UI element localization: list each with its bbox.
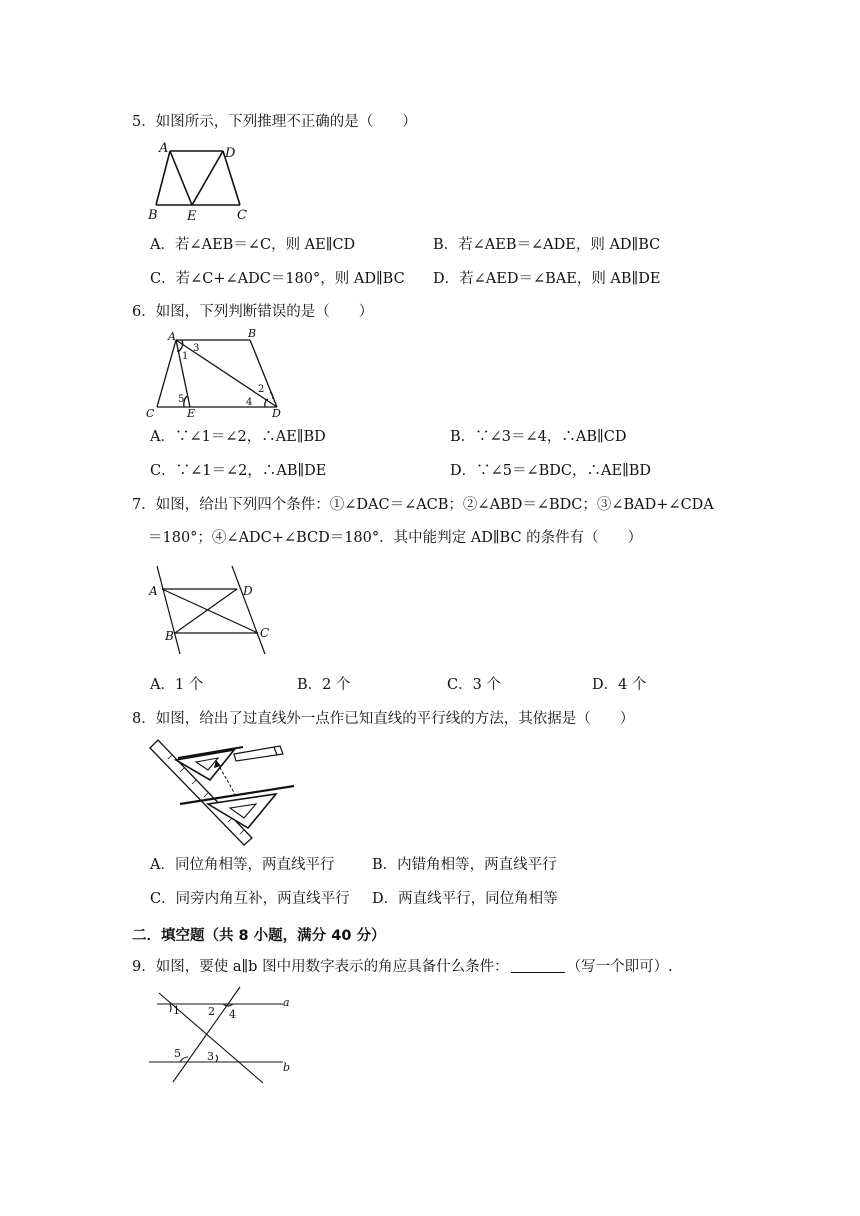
q6-label-A: A: [168, 330, 176, 343]
q6-option-a[interactable]: A．∵∠1＝∠2，∴AE∥BD: [150, 429, 326, 445]
q6-angle-1: 1: [182, 351, 189, 362]
q6-angle-3: 3: [193, 343, 200, 354]
q9-angle-3: 3: [207, 1050, 214, 1063]
q7-option-b[interactable]: B．2 个: [297, 677, 351, 693]
q7-label-A: A: [149, 584, 158, 598]
q9-figure: [145, 985, 305, 1085]
q6-option-b[interactable]: B．∵∠3＝∠4，∴AB∥CD: [450, 429, 627, 445]
q7-label-B: B: [165, 629, 174, 643]
q8-option-a[interactable]: A．同位角相等，两直线平行: [150, 857, 335, 873]
q7-option-a[interactable]: A．1 个: [150, 677, 204, 693]
q9-angle-1: 1: [173, 1004, 180, 1017]
q5-figure: [145, 140, 285, 225]
q9-stem-after: （写一个即可）.: [566, 959, 673, 975]
q6-label-C: C: [146, 407, 155, 420]
q6-label-B: B: [248, 327, 257, 340]
q5-label-D: D: [225, 146, 236, 161]
q5-option-c[interactable]: C．若∠C+∠ADC＝180°，则 AD∥BC: [150, 271, 405, 287]
q6-angle-4: 4: [246, 397, 253, 408]
q5-option-d[interactable]: D．若∠AED＝∠BAE，则 AB∥DE: [433, 271, 661, 287]
q9-answer-blank[interactable]: [511, 958, 565, 973]
q5-option-a[interactable]: A．若∠AEB＝∠C，则 AE∥CD: [150, 237, 356, 253]
q5-label-A: A: [159, 141, 169, 156]
q7-stem-line2: ＝180°；④∠ADC+∠BCD＝180°．其中能判定 AD∥BC 的条件有（ ）: [148, 530, 643, 546]
q6-angle-5: 5: [178, 394, 185, 405]
q6-stem: 6．如图，下列判断错误的是（ ）: [132, 304, 374, 320]
q7-stem-line1: 7．如图，给出下列四个条件：①∠DAC＝∠ACB；②∠ABD＝∠BDC；③∠BAD+∠CDA: [132, 497, 714, 513]
q7-label-D: D: [243, 584, 253, 598]
q9-angle-5: 5: [174, 1047, 181, 1060]
q9-angle-2: 2: [208, 1005, 215, 1018]
q6-label-D: D: [272, 407, 281, 420]
q5-label-C: C: [237, 208, 247, 223]
q8-option-d[interactable]: D．两直线平行，同位角相等: [372, 891, 558, 907]
q6-option-d[interactable]: D．∵∠5＝∠BDC，∴AE∥BD: [450, 463, 652, 479]
q9-stem-before: 9．如图，要使 a∥b 图中用数字表示的角应具备什么条件：: [132, 959, 509, 975]
q6-figure: [140, 326, 290, 422]
q8-figure: [148, 738, 298, 846]
q8-option-c[interactable]: C．同旁内角互补，两直线平行: [150, 891, 350, 907]
q9-angle-4: 4: [229, 1008, 236, 1021]
q5-stem: 5．如图所示，下列推理不正确的是（ ）: [132, 114, 417, 130]
q7-option-d[interactable]: D．4 个: [592, 677, 647, 693]
q7-label-C: C: [260, 626, 270, 640]
q5-option-b[interactable]: B．若∠AEB＝∠ADE，则 AD∥BC: [433, 237, 661, 253]
q6-label-E: E: [187, 407, 196, 420]
q9-label-b: b: [283, 1061, 291, 1074]
q8-stem: 8．如图，给出了过直线外一点作已知直线的平行线的方法，其依据是（ ）: [132, 711, 635, 727]
section-title-fill-in: 二．填空题（共 8 小题，满分 40 分）: [132, 928, 386, 944]
q9-stem: [132, 958, 673, 976]
q6-option-c[interactable]: C．∵∠1＝∠2，∴AB∥DE: [150, 463, 327, 479]
q9-label-a: a: [283, 996, 290, 1009]
q7-option-c[interactable]: C．3 个: [447, 677, 501, 693]
q7-figure: [145, 562, 280, 657]
q8-option-b[interactable]: B．内错角相等，两直线平行: [372, 857, 557, 873]
q5-label-E: E: [187, 209, 197, 224]
q6-angle-2: 2: [258, 384, 265, 395]
q5-label-B: B: [148, 208, 158, 223]
